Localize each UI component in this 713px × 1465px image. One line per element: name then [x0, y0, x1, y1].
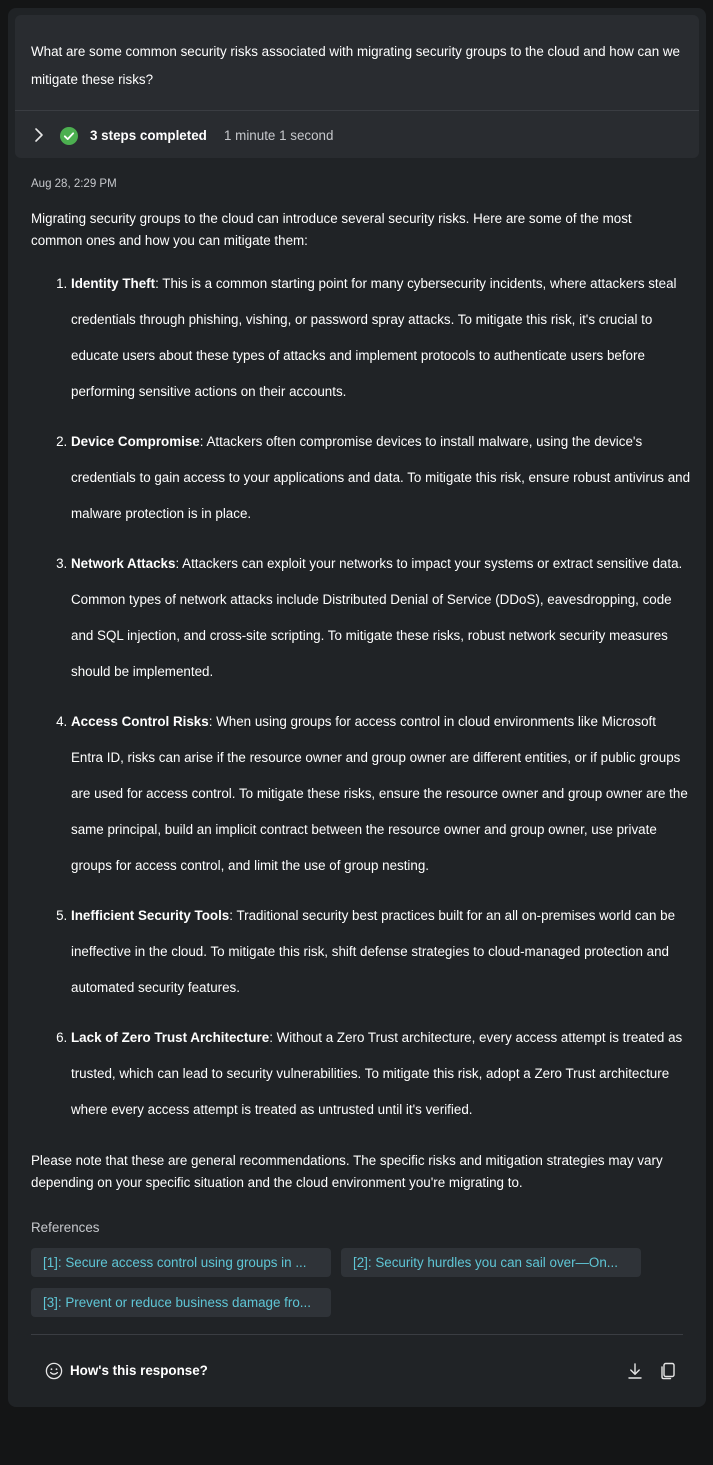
list-item	[71, 704, 691, 884]
list-item-title: Lack of Zero Trust Architecture	[71, 1030, 270, 1045]
risk-list	[31, 266, 691, 1142]
smiley-icon	[45, 1362, 63, 1380]
list-item-title: Inefficient Security Tools	[71, 908, 230, 923]
copy-icon	[658, 1361, 678, 1381]
list-item	[71, 266, 691, 410]
list-item-title: Identity Theft	[71, 276, 156, 291]
download-button[interactable]	[625, 1361, 645, 1381]
footer-divider	[31, 1334, 683, 1335]
prompt-text: What are some common security risks associated with migrating security groups to the cloud and how can we mitigate these risks?	[31, 44, 680, 87]
steps-expander[interactable]	[15, 111, 699, 158]
chevron-right-icon	[34, 127, 44, 143]
response-card	[8, 8, 706, 1407]
steps-completed-label: 3 steps completed	[90, 128, 207, 143]
list-item-body: : Traditional security best practices built for an all on-premises world can be ineffective in the cloud. To mitigate this risk, shift defense strategies to cloud-managed protection and automated security features.	[71, 908, 676, 995]
references-title: References	[31, 1220, 100, 1235]
list-item-body: : This is a common starting point for many cybersecurity incidents, where attackers steal credentials through phishing, vishing, or password spray attacks. To mitigate this risk, it's crucial to educate users about these types of attacks and implement protocols to authenticate users before performing sensitive actions on their accounts.	[71, 276, 677, 399]
list-item	[71, 424, 691, 532]
feedback-label: How's this response?	[70, 1363, 208, 1378]
list-item	[71, 546, 691, 690]
checkmark-circle-icon	[60, 127, 78, 145]
reference-link-1[interactable]: [1]: Secure access control using groups in ...	[31, 1248, 331, 1277]
list-item-title: Network Attacks	[71, 556, 176, 571]
list-item-body: : Without a Zero Trust architecture, every access attempt is treated as trusted, which can lead to security vulnerabilities. To mitigate this risk, adopt a Zero Trust architecture where every access attempt is treated as untrusted until it's verified.	[71, 1030, 683, 1117]
response-closing: Please note that these are general recommendations. The specific risks and mitigation strategies may vary depending on your specific situation and the cloud environment you're migrating to.	[31, 1153, 663, 1190]
response-intro: Migrating security groups to the cloud can introduce several security risks. Here are some of the most common ones and how you can mitigate them:	[31, 211, 632, 248]
list-item-body: : Attackers can exploit your networks to impact your systems or extract sensitive data. Common types of network attacks include Distributed Denial of Service (DDoS), eavesdropping, code and SQL injection, and cross-site scripting. To mitigate these risks, robust network security measures should be implemented.	[71, 556, 683, 679]
list-item-body: : When using groups for access control in cloud environments like Microsoft Entra ID, risks can arise if the resource owner and group owner are different entities, or if public groups are used for access control. To mitigate these risks, ensure the resource owner and group owner are the same principal, build an implicit contract between the resource owner and group owner, use private groups for access control, and limit the use of group nesting.	[71, 714, 688, 873]
reference-link-3[interactable]: [3]: Prevent or reduce business damage fro...	[31, 1288, 331, 1317]
response-timestamp: Aug 28, 2:29 PM	[31, 178, 117, 190]
list-item-title: Device Compromise	[71, 434, 200, 449]
list-item-body: : Attackers often compromise devices to install malware, using the device's credentials to gain access to your applications and data. To mitigate this risk, ensure robust antivirus and malware protection is in place.	[71, 434, 691, 521]
download-icon	[625, 1361, 645, 1381]
list-item-title: Access Control Risks	[71, 714, 209, 729]
copy-button[interactable]	[658, 1361, 678, 1381]
list-item	[71, 1020, 691, 1128]
reference-link-2[interactable]: [2]: Security hurdles you can sail over—On...	[341, 1248, 641, 1277]
steps-duration: 1 minute 1 second	[224, 128, 334, 143]
list-item	[71, 898, 691, 1006]
prompt-box	[15, 15, 699, 158]
